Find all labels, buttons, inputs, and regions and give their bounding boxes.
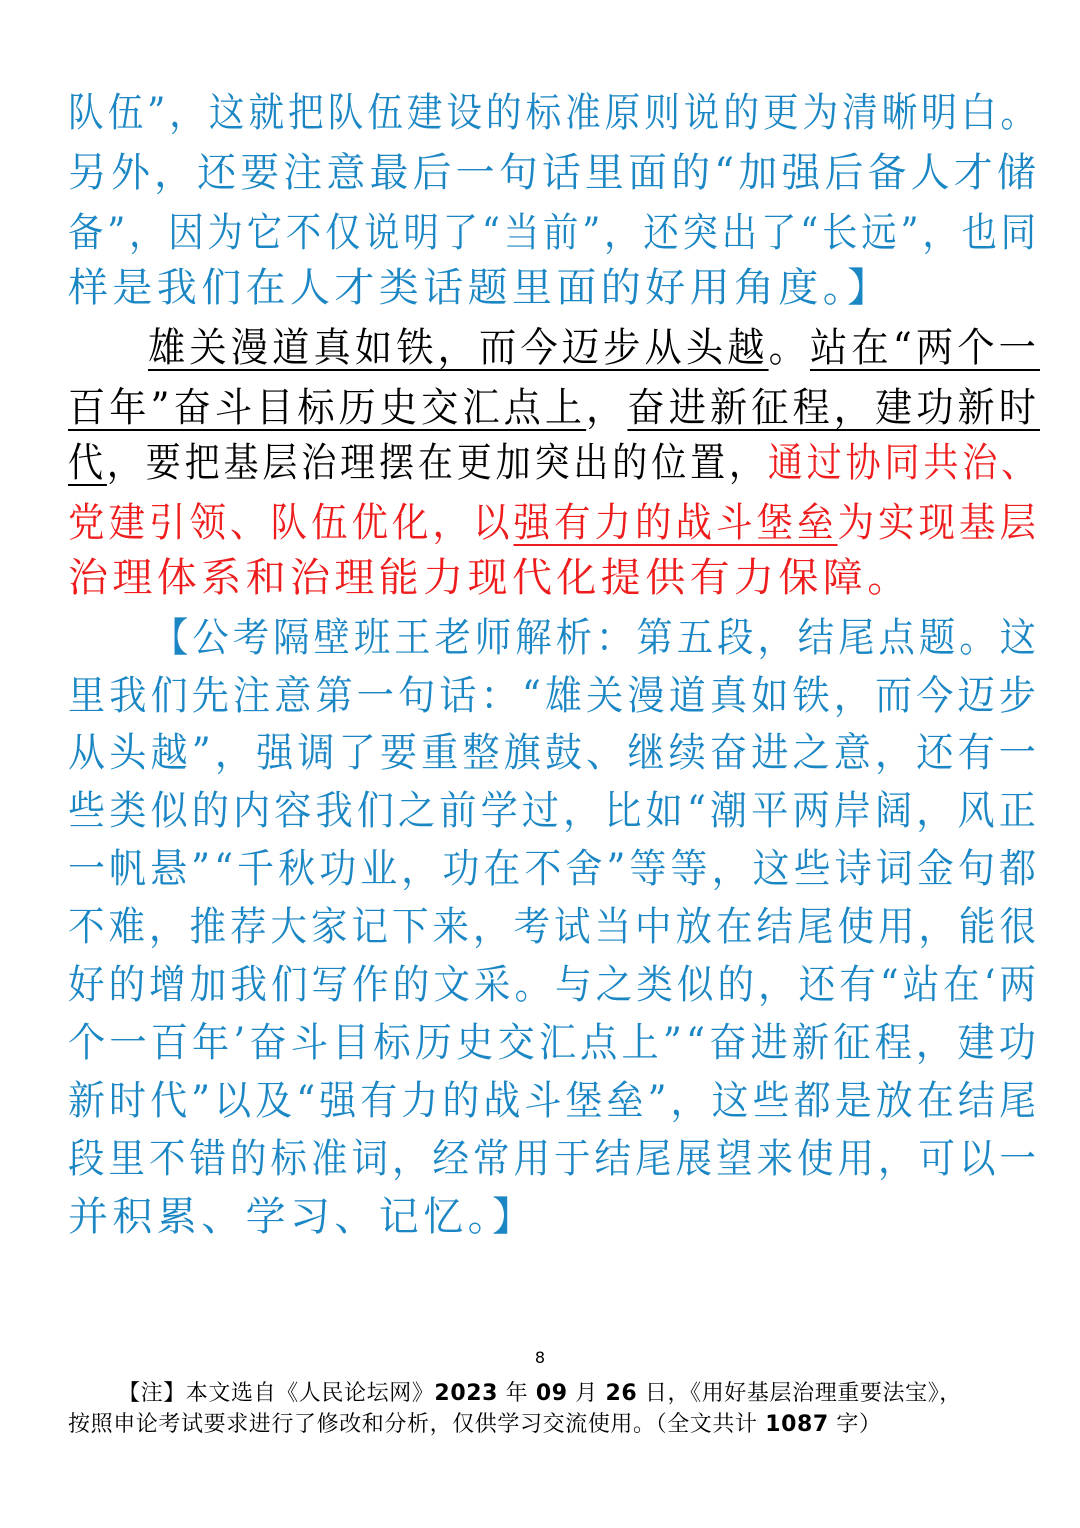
footnote-number: 26 [605,1381,638,1406]
footnote-number: 09 [535,1381,568,1406]
page-number: 8 [534,1348,546,1367]
underlined-phrase: 站在“两个一 [809,325,1040,371]
text-line: 治理体系和治理能力现代化提供有力保障。 [68,555,912,601]
footnote-text: 年 [498,1381,536,1406]
text-line [148,325,1040,371]
text-line: 另外，还要注意最后一句话里面的“加强后备人才储 [68,150,1040,196]
text-line: 不难，推荐大家记下来，考试当中放在结尾使用，能很 [68,904,1040,950]
text-line: 样是我们在人才类话题里面的好用角度。】 [68,265,892,311]
text-line: 个一百年’奋斗目标历史交汇点上”“奋进新征程，建功 [68,1020,1040,1066]
text-line: 段里不错的标准词，经常用于结尾展望来使用，可以一 [68,1136,1040,1182]
text-line: 里我们先注意第一句话：“雄关漫道真如铁，而今迈步 [68,673,1040,719]
highlight-text: 通过协同共治、 [767,440,1040,486]
text-line [68,385,1040,431]
underlined-phrase: 百年”奋斗目标历史交汇点上 [68,385,587,431]
underlined-highlight: 强有力的战斗堡垒 [513,500,838,546]
punctuation: 。 [768,325,810,371]
text-line: 备”，因为它不仅说明了“当前”，还突出了“长远”，也同 [68,210,1040,256]
footnote-number: 2023 [434,1381,499,1406]
text-line: 些类似的内容我们之前学过，比如“潮平两岸阔，风正 [68,788,1040,834]
plain-text: ，要把基层治理摆在更加突出的位置， [106,440,768,486]
text-line: 并积累、学习、记忆。】 [68,1194,537,1240]
footnote-line [118,1376,962,1407]
footnote-line [68,1407,882,1438]
footnote-text: 月 [567,1381,606,1406]
footnote-text: 日，《用好基层治理重要法宝》， [637,1381,962,1406]
underlined-phrase: 代 [68,440,107,486]
footnote-number: 1087 [765,1412,829,1437]
punctuation: ， [586,385,628,431]
text-line: 好的增加我们写作的文采。与之类似的，还有“站在‘两 [68,962,1040,1008]
highlight-text: 党建引领、队伍优化，以 [68,500,514,546]
text-line [68,500,1040,546]
underlined-phrase: 奋进新征程，建功新时 [627,385,1040,431]
text-line: 【公考隔壁班王老师解析：第五段，结尾点题。这 [152,615,1040,661]
text-line: 从头越”，强调了要重整旗鼓、继续奋进之意，还有一 [68,730,1040,776]
underlined-phrase: 雄关漫道真如铁，而今迈步从头越 [148,325,769,371]
footnote-text: 字） [828,1412,882,1437]
text-line: 新时代”以及“强有力的战斗堡垒”，这些都是放在结尾 [68,1078,1040,1124]
highlight-text: 为实现基层 [837,500,1040,546]
text-line [68,440,1040,486]
footnote-text: 【注】本文选自《人民论坛网》 [118,1381,435,1406]
footnote-text: 按照申论考试要求进行了修改和分析，仅供学习交流使用。（全文共计 [68,1412,766,1437]
text-line: 队伍”，这就把队伍建设的标准原则说的更为清晰明白。 [68,90,1040,136]
text-line: 一帆悬”“千秋功业，功在不舍”等等，这些诗词金句都 [68,846,1040,892]
